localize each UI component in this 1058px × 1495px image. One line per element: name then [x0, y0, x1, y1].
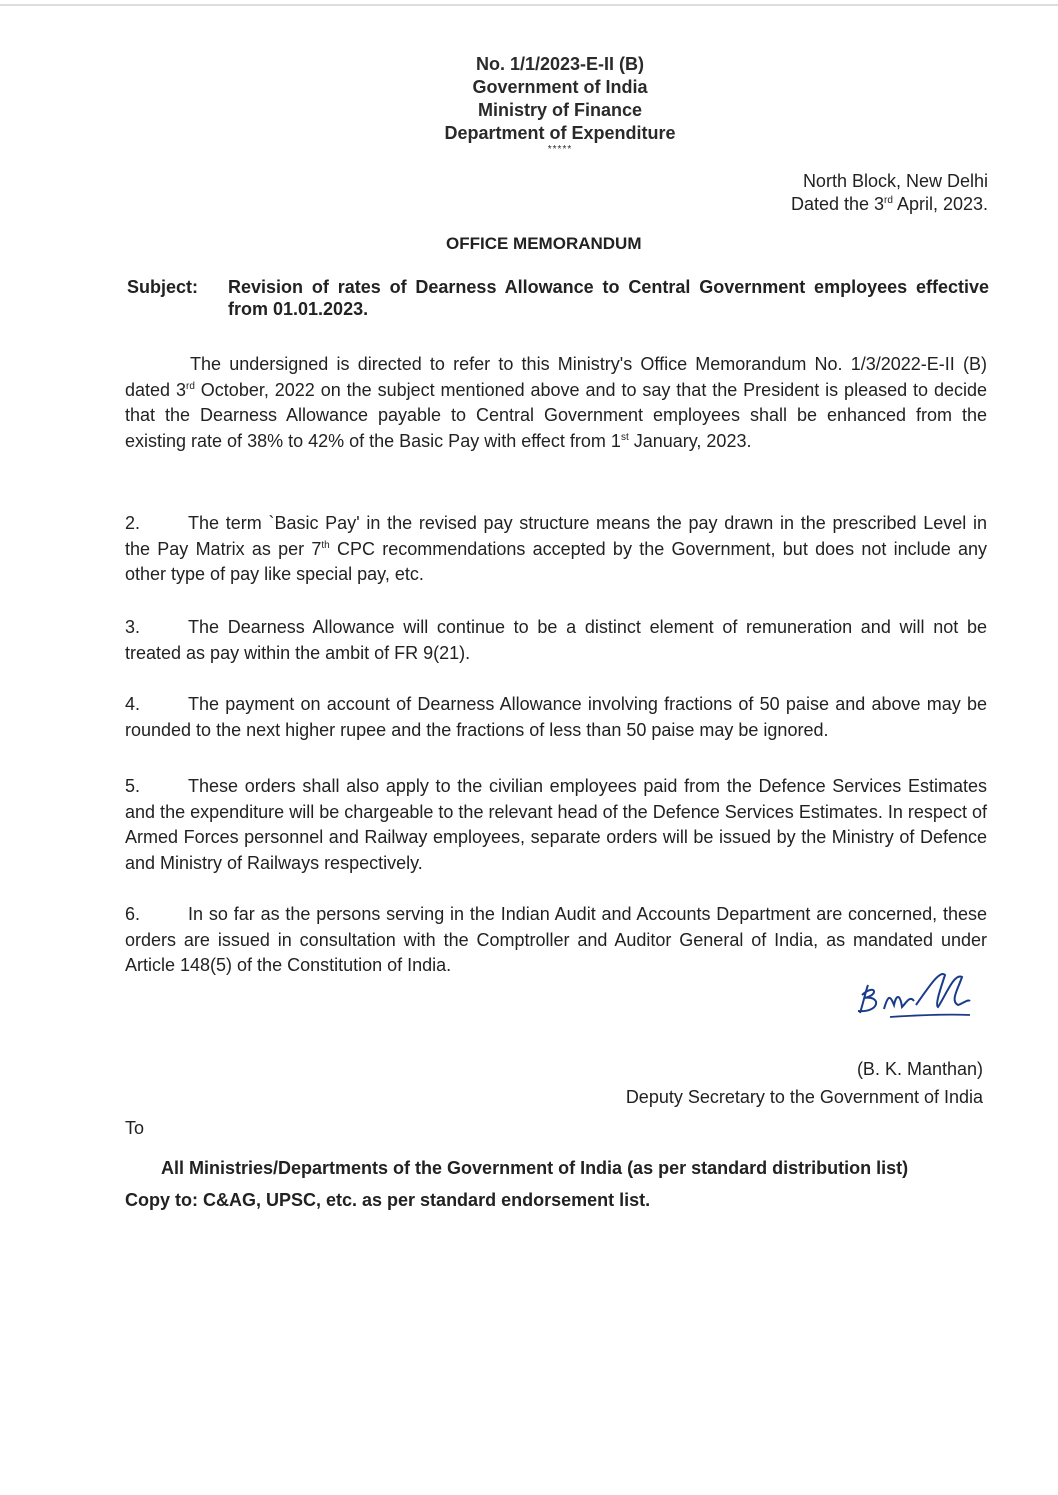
place: North Block, New Delhi — [802, 171, 988, 191]
paragraph-1 — [125, 352, 987, 454]
para-sup: st — [620, 431, 629, 443]
signatory-name: (B. K. Manthan) — [856, 1059, 983, 1079]
para-number: 5. — [125, 776, 141, 796]
document-title: OFFICE MEMORANDUM — [446, 234, 642, 253]
signatory — [626, 1055, 983, 1111]
date-sup: rd — [884, 195, 893, 206]
para-text: The payment on account of Dearness Allowance involving fractions of 50 paise and above may be rounded to the next higher rupee and the fractions of less than 50 paise may be ignored. — [125, 694, 987, 740]
subject — [127, 276, 989, 320]
signatory-designation: Deputy Secretary to the Government of India — [625, 1087, 983, 1107]
copy-to: Copy to: C&AG, UPSC, etc. as per standard endorsement list. — [125, 1190, 651, 1210]
date-text: Dated the 3 — [790, 194, 885, 214]
ministry: Ministry of Finance — [477, 100, 643, 120]
scan-edge — [0, 4, 1058, 6]
paragraph-5 — [125, 774, 987, 876]
paragraph-2 — [125, 511, 987, 588]
para-text: The term `Basic Pay' in the revised pay structure means the pay drawn in the prescribed Level in the Pay Matrix as per 7 — [125, 513, 987, 559]
subject-label: Subject: — [127, 277, 199, 297]
para-text: The undersigned is directed to refer to this Ministry's Office Memorandum No. 1/3/2022-E-II (B) dated 3 — [125, 354, 987, 400]
government: Government of India — [472, 77, 648, 97]
para-sup: th — [321, 539, 330, 551]
para-text: The Dearness Allowance will continue to be a distinct element of remuneration and will not be treated as pay within the ambit of FR 9(21). — [125, 617, 987, 663]
subject-text: Revision of rates of Dearness Allowance to Central Government employees effective from 01.01.2023. — [228, 277, 989, 319]
signature-image — [850, 965, 980, 1025]
para-text: In so far as the persons serving in the Indian Audit and Accounts Department are concerned, these orders are issued in consultation with the Comptroller and Auditor General of India, as mandated under Article 148(5) of the Constitution of India. — [125, 904, 987, 975]
date-text-end: April, 2023. — [892, 194, 988, 214]
separator: ***** — [547, 144, 573, 155]
para-number: 4. — [125, 694, 141, 714]
para-text: These orders shall also apply to the civilian employees paid from the Defence Services Estimates and the expenditure will be chargeable to the relevant head of the Defence Services Estimates. In respect of Armed Forces personnel and Railway employees, separate orders will be issued by the Ministry of Defence and Ministry of Railways respectively. — [125, 776, 987, 873]
department: Department of Expenditure — [444, 123, 676, 143]
date — [791, 193, 988, 216]
para-text: CPC recommendations accepted by the Government, but does not include any other type of pay like special pay, etc. — [125, 538, 987, 584]
para-number: 2. — [125, 513, 141, 533]
to-label: To — [125, 1118, 145, 1138]
para-text: January, 2023. — [628, 430, 752, 451]
para-text: October, 2022 on the subject mentioned above and to say that the President is pleased to decide that the Dearness Allowance payable to Central Government employees shall be enhanced from the existing rate of 38% to 42% of the Basic Pay with effect from 1 — [125, 379, 987, 451]
para-number: 3. — [125, 617, 141, 637]
para-number: 6. — [125, 904, 141, 924]
distribution — [125, 1152, 985, 1216]
distribution-list: All Ministries/Departments of the Government of India (as per standard distribution list) — [161, 1158, 909, 1178]
place-date — [791, 170, 988, 216]
paragraph-4 — [125, 692, 987, 743]
file-number: No. 1/1/2023-E-II (B) — [475, 54, 645, 74]
letterhead — [400, 53, 720, 155]
paragraph-3 — [125, 615, 987, 666]
para-sup: rd — [185, 380, 195, 392]
